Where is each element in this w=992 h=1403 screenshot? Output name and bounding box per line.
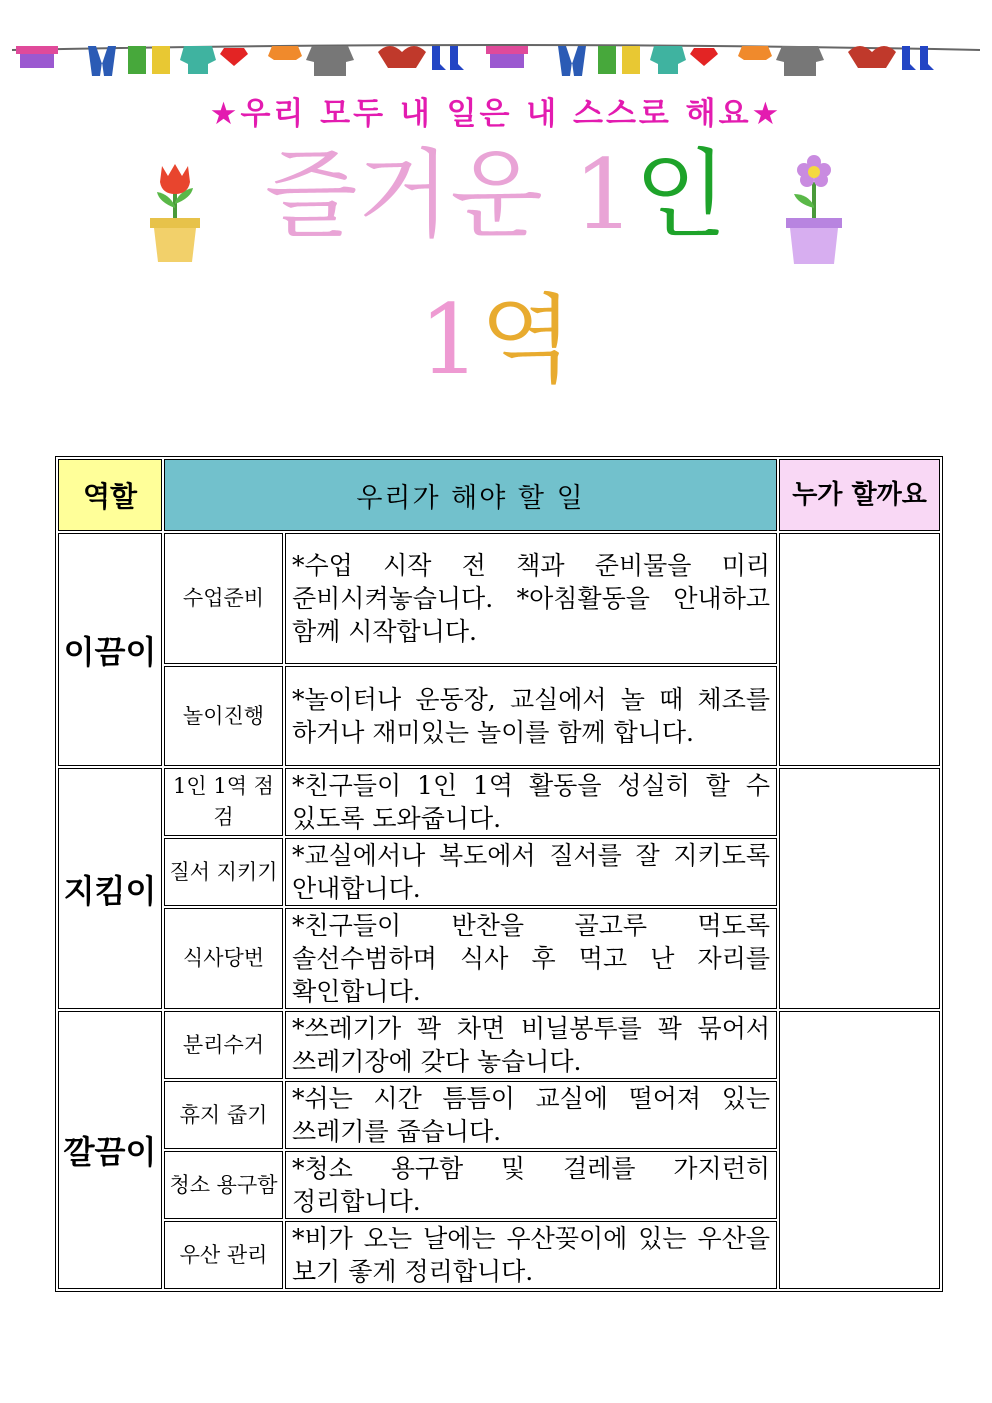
role-leader: 이끔이: [58, 533, 162, 766]
sub-role: 분리수거: [164, 1011, 283, 1079]
table-row: [58, 768, 940, 836]
task-description: *쉬는 시간 틈틈이 교실에 떨어져 있는 쓰레기를 줍습니다.: [285, 1081, 777, 1149]
sub-role: 휴지 줍기: [164, 1081, 283, 1149]
task-description: *놀이터나 운동장, 교실에서 놀 때 체조를 하거나 재미있는 놀이를 함께 합니다.: [285, 666, 777, 766]
sub-title-part1: 1: [419, 284, 481, 396]
who-cell-leader[interactable]: [779, 533, 940, 766]
slogan: ★우리 모두 내 일은 내 스스로 해요★: [209, 96, 783, 132]
table-row: [58, 533, 940, 664]
clothesline-garland: [12, 34, 980, 84]
main-title: [0, 140, 992, 250]
sub-title: [0, 285, 992, 395]
task-description: *교실에서나 복도에서 질서를 잘 지키도록 안내합니다.: [285, 838, 777, 906]
sub-role: 놀이진행: [164, 666, 283, 766]
table-header-row: [58, 459, 940, 531]
main-title-part2: 인: [634, 139, 728, 251]
sub-role: 1인 1역 점검: [164, 768, 283, 836]
sub-title-part2: 역: [480, 284, 573, 396]
who-cell-cleaner[interactable]: [779, 1011, 940, 1289]
task-description: *친구들이 반찬을 골고루 먹도록 솔선수범하며 식사 후 먹고 난 자리를 확인합니다.: [285, 908, 777, 1009]
task-description: *청소 용구함 및 걸레를 가지런히 정리합니다.: [285, 1151, 777, 1219]
sub-role: 청소 용구함: [164, 1151, 283, 1219]
roles-table: [55, 456, 943, 1292]
who-cell-keeper[interactable]: [779, 768, 940, 1009]
role-keeper: 지킴이: [58, 768, 162, 1009]
role-cleaner: 깔끔이: [58, 1011, 162, 1289]
main-title-part1: 즐거운 1: [264, 139, 635, 251]
task-description: *친구들이 1인 1역 활동을 성실히 할 수 있도록 도와줍니다.: [285, 768, 777, 836]
sub-role: 수업준비: [164, 533, 283, 664]
header-role: 역할: [58, 459, 162, 531]
task-description: *수업 시작 전 책과 준비물을 미리 준비시켜놓습니다. *아침활동을 안내하고 함께 시작합니다.: [285, 533, 777, 664]
task-description: *비가 오는 날에는 우산꽂이에 있는 우산을 보기 좋게 정리합니다.: [285, 1221, 777, 1289]
header-task: 우리가 해야 할 일: [164, 459, 777, 531]
table-row: [58, 1011, 940, 1079]
sub-role: 식사당번: [164, 908, 283, 1009]
header-who: 누가 할까요: [779, 459, 940, 531]
task-description: *쓰레기가 꽉 차면 비닐봉투를 꽉 묶어서 쓰레기장에 갖다 놓습니다.: [285, 1011, 777, 1079]
sub-role: 우산 관리: [164, 1221, 283, 1289]
sub-role: 질서 지키기: [164, 838, 283, 906]
